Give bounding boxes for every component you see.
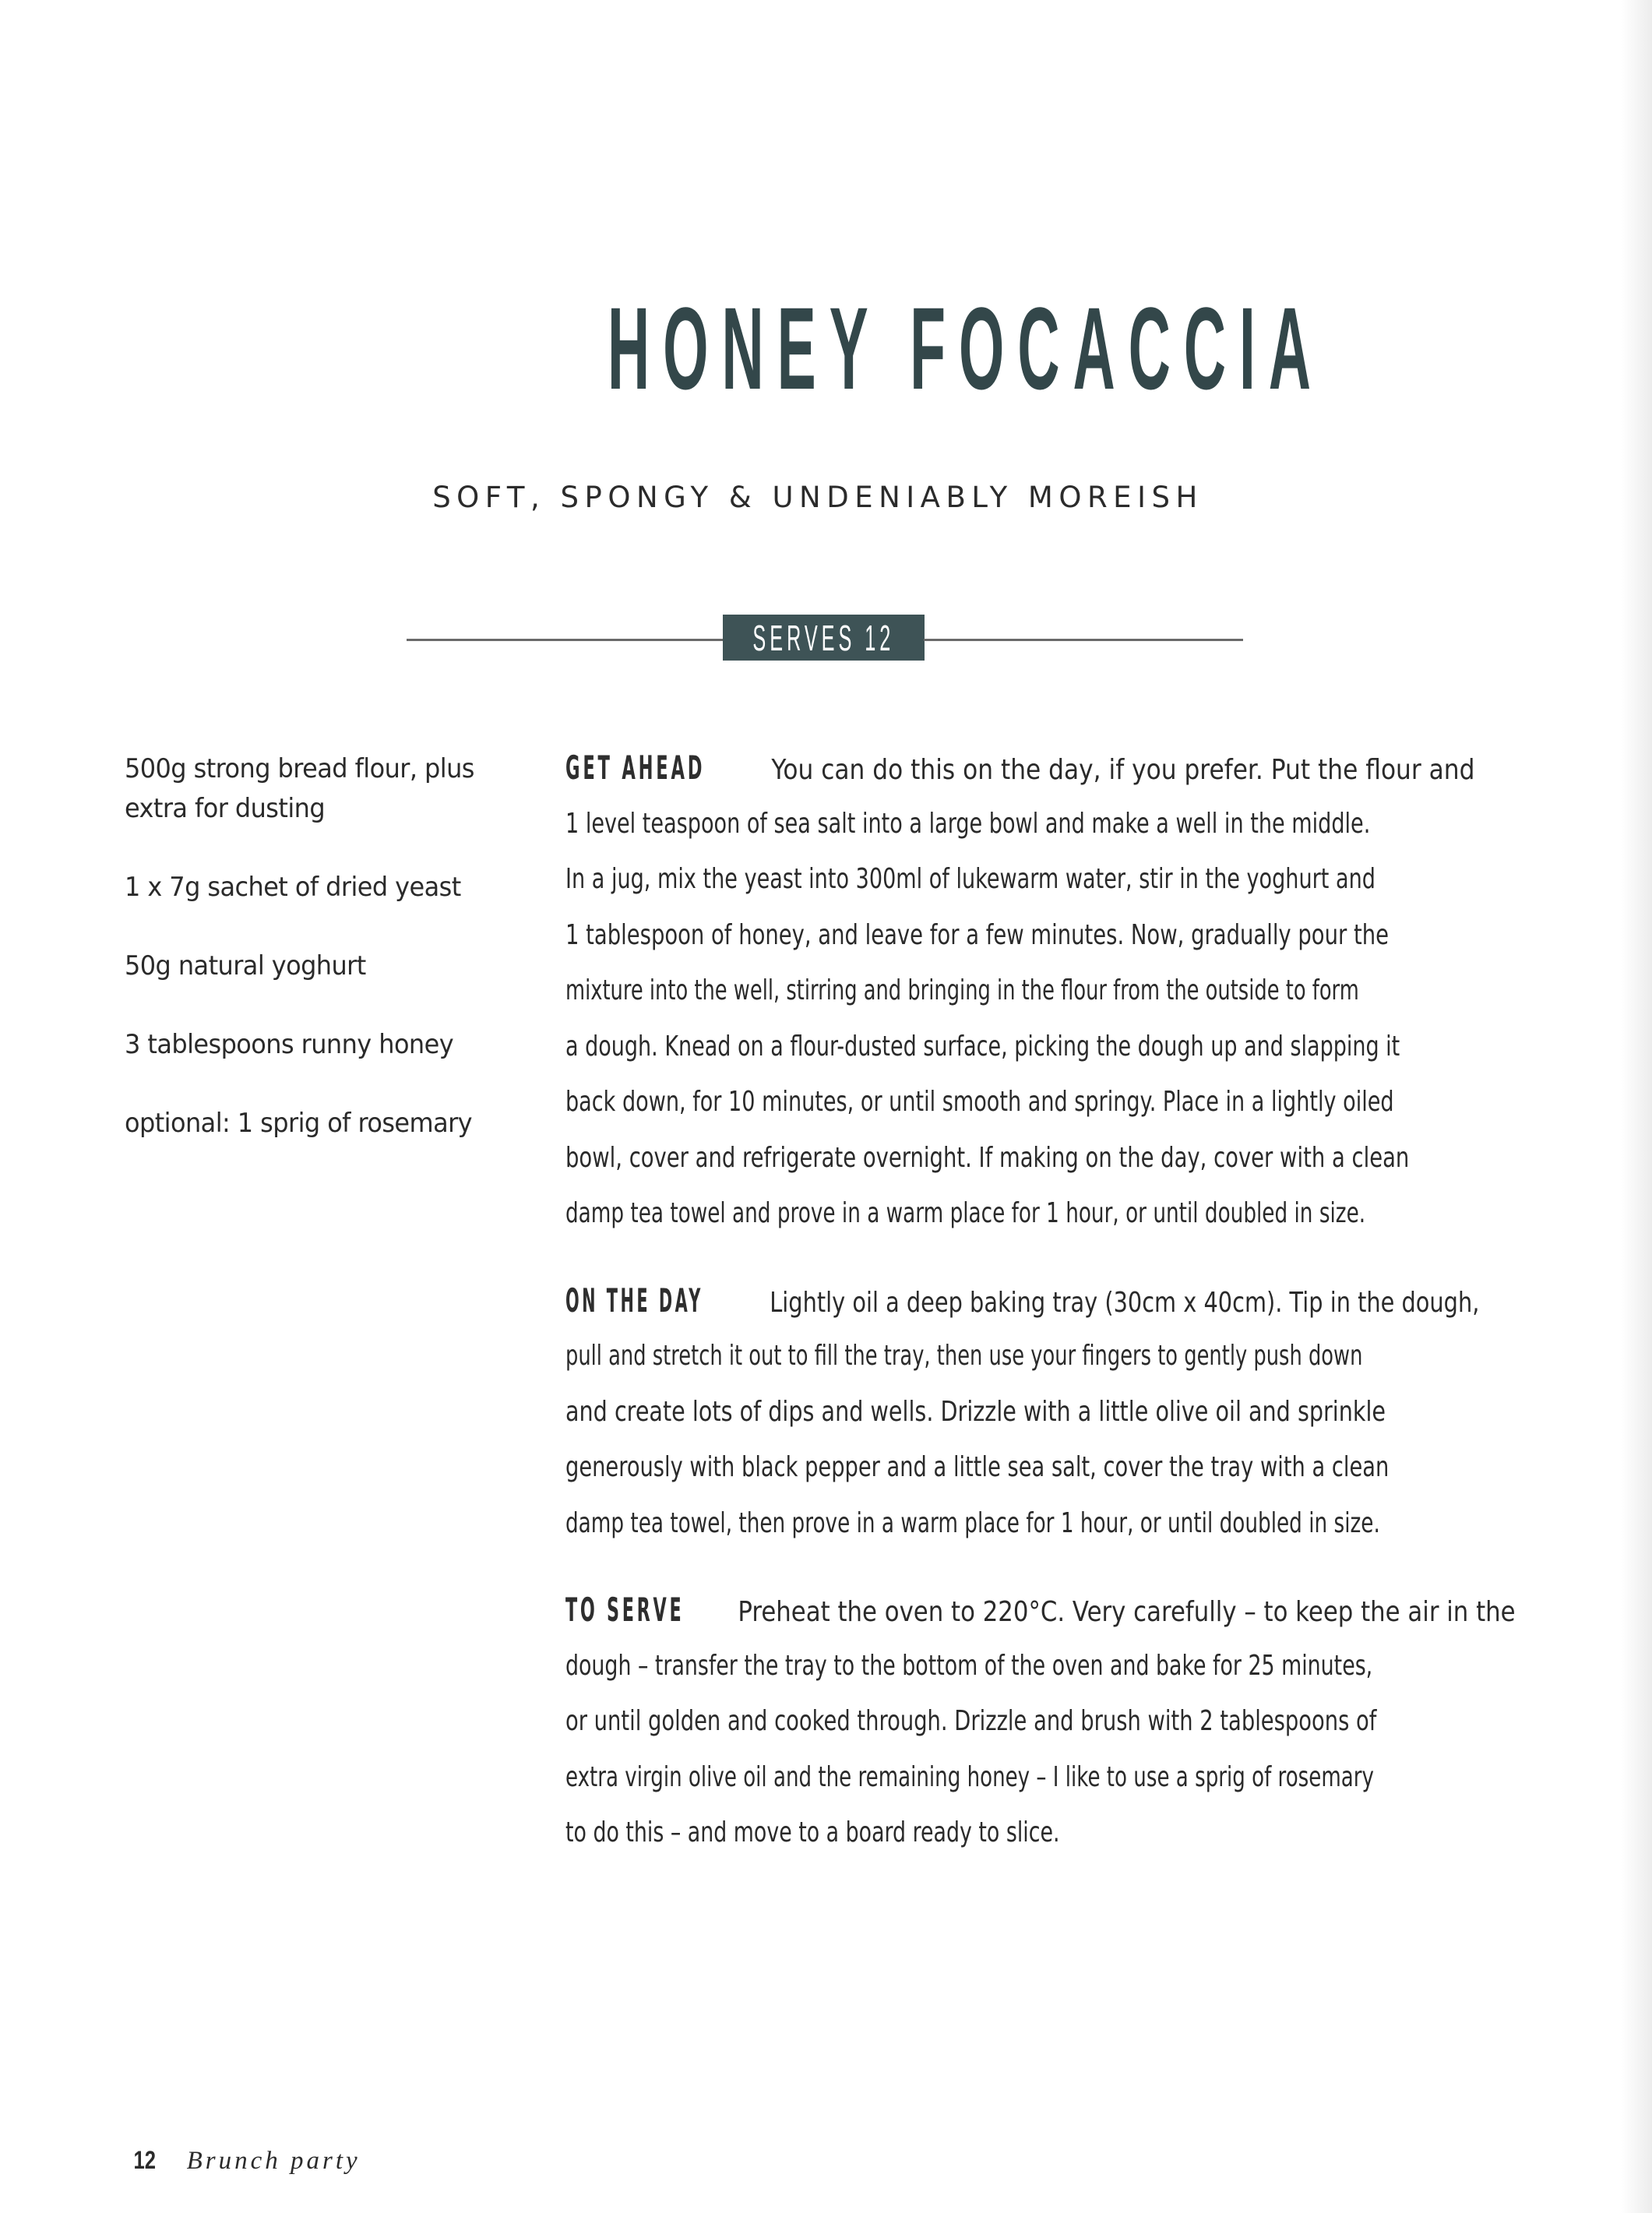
chapter-name: Brunch party xyxy=(186,2147,361,2175)
section-heading: ON THE DAY xyxy=(565,1281,703,1320)
ingredient-text: 50g natural yoghurt xyxy=(125,950,366,981)
method-text: Lightly oil a deep baking tray (30cm x 40cm). Tip in the dough, xyxy=(770,1286,1480,1319)
method-line: damp tea towel, then prove in a warm place for 1 hour, or until doubled in size. xyxy=(565,1506,1380,1539)
ingredient-item xyxy=(125,1104,505,1144)
recipe-subtitle: SOFT, SPONGY & UNDENIABLY MOREISH xyxy=(432,481,1203,514)
ingredient-text: 3 tablespoons runny honey xyxy=(125,1029,454,1060)
method xyxy=(565,740,1531,1892)
ingredient-item xyxy=(125,946,505,986)
serves-label: SERVES 12 xyxy=(752,617,895,658)
method-line: 1 tablespoon of honey, and leave for a few minutes. Now, gradually pour the xyxy=(565,918,1389,951)
divider-right xyxy=(924,639,1243,641)
method-line: back down, for 10 minutes, or until smooth and springy. Place in a lightly oiled xyxy=(565,1086,1394,1118)
section-heading: GET AHEAD xyxy=(565,749,706,787)
method-line: 1 level teaspoon of sea salt into a large bowl and make a well in the middle. xyxy=(565,807,1371,840)
method-line: a dough. Knead on a flour-dusted surface, picking the dough up and slapping it xyxy=(565,1030,1400,1062)
method-line xyxy=(565,1582,1516,1638)
page-number: 12 xyxy=(133,2146,157,2174)
method-text: You can do this on the day, if you prefer. Put the flour and xyxy=(771,754,1475,786)
page-footer xyxy=(131,2146,361,2176)
method-section-to-serve xyxy=(565,1582,1531,1861)
recipe-title-text: HONEY FOCACCIA xyxy=(608,283,1324,414)
method-section-on-the-day xyxy=(565,1273,1531,1552)
ingredient-item xyxy=(125,1025,505,1065)
method-line: and create lots of dips and wells. Drizzle with a little olive oil and sprinkle xyxy=(565,1395,1386,1428)
method-line: mixture into the well, stirring and bringing in the flour from the outside to form xyxy=(565,974,1359,1006)
section-heading: TO SERVE xyxy=(565,1591,685,1629)
recipe-title xyxy=(608,283,1324,414)
method-line xyxy=(565,1273,1480,1329)
ingredient-text: 1 x 7g sachet of dried yeast xyxy=(125,872,461,903)
method-text: Preheat the oven to 220°C. Very carefully – to keep the air in the xyxy=(738,1596,1516,1628)
page-edge-shadow xyxy=(1621,0,1652,2213)
ingredients-list xyxy=(125,749,530,1182)
ingredient-text: optional: 1 sprig of rosemary xyxy=(125,1108,473,1139)
method-line: In a jug, mix the yeast into 300ml of lukewarm water, stir in the yoghurt and xyxy=(565,863,1375,895)
method-line: to do this – and move to a board ready to slice. xyxy=(565,1817,1060,1848)
method-line: bowl, cover and refrigerate overnight. If making on the day, cover with a clean xyxy=(565,1141,1410,1174)
method-line: dough – transfer the tray to the bottom of the oven and bake for 25 minutes, xyxy=(565,1649,1373,1682)
method-section-get-ahead xyxy=(565,740,1531,1242)
ingredient-text: 500g strong bread flour, plus xyxy=(125,753,474,784)
serves-badge xyxy=(723,615,925,661)
method-line: generously with black pepper and a little sea salt, cover the tray with a clean xyxy=(565,1451,1390,1483)
ingredient-text-continued: extra for dusting xyxy=(125,793,326,824)
ingredient-item xyxy=(125,868,505,907)
ingredient-item xyxy=(125,749,505,829)
divider-left xyxy=(407,639,724,641)
method-line: damp tea towel and prove in a warm place for 1 hour, or until doubled in size. xyxy=(565,1197,1366,1229)
method-line xyxy=(565,740,1475,796)
method-line: pull and stretch it out to fill the tray, then use your fingers to gently push down xyxy=(565,1340,1363,1372)
method-line: extra virgin olive oil and the remaining honey – I like to use a sprig of rosemary xyxy=(565,1760,1374,1793)
method-line: or until golden and cooked through. Drizzle and brush with 2 tablespoons of xyxy=(565,1705,1377,1737)
